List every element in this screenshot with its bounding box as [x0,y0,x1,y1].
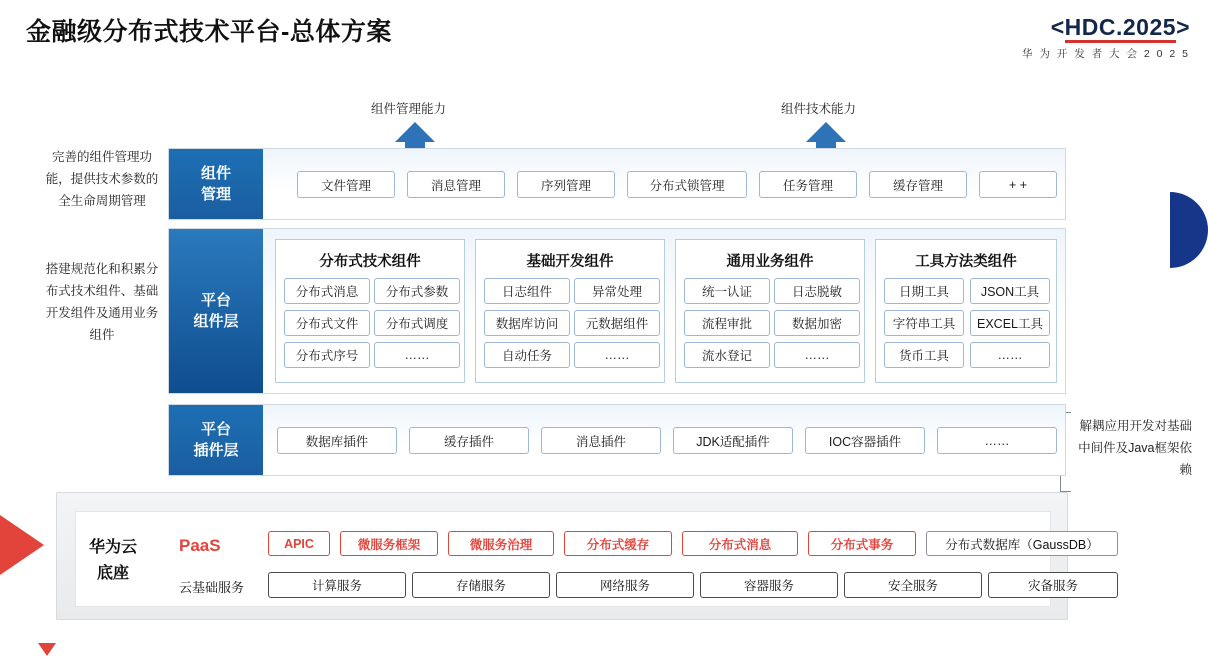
chip-task-management[interactable]: 任务管理 [759,171,857,198]
layer-label-line1: 平台 [200,292,231,309]
callout-component-technology: 组件技术能力 [781,102,857,116]
chip-transaction-registration[interactable]: 流水登记 [684,342,770,368]
layer-label-line2: 管理 [200,186,231,203]
chip-metadata-component[interactable]: 元数据组件 [574,310,660,336]
hdc-logo-subtitle: 华 为 开 发 者 大 会 2 0 2 5 [1021,48,1190,60]
layer-label-component-management [169,149,263,219]
chip-distributed-schedule[interactable]: 分布式调度 [374,310,460,336]
hdc-logo-main [1022,14,1190,41]
hdc-logo-text: HDC.2025 [1065,14,1176,43]
chip-message-plugin[interactable]: 消息插件 [541,427,661,454]
layer-label-platform-components [169,229,263,393]
chip-distributed-transaction[interactable]: 分布式事务 [808,531,916,556]
bottom-tick-decoration [38,643,56,656]
chip-distributed-message[interactable]: 分布式消息 [284,278,370,304]
red-triangle-decoration [0,515,44,575]
chip-tool-more[interactable]: …… [970,342,1050,368]
chip-date-tool[interactable]: 日期工具 [884,278,964,304]
chip-distributed-cache[interactable]: 分布式缓存 [564,531,672,556]
paas-label: PaaS [179,536,221,555]
chip-apic[interactable]: APIC [268,531,330,556]
chip-container-service[interactable]: 容器服务 [700,572,838,598]
chip-currency-tool[interactable]: 货币工具 [884,342,964,368]
chip-ioc-container-plugin[interactable]: IOC容器插件 [805,427,925,454]
layer-label-line1: 平台 [200,421,231,438]
chip-auto-task[interactable]: 自动任务 [484,342,570,368]
huawei-cloud-base-band [56,492,1068,620]
chip-file-management[interactable]: 文件管理 [297,171,395,198]
chip-database-access[interactable]: 数据库访问 [484,310,570,336]
group-tool-method-components [875,239,1057,383]
layer-label-line2: 组件层 [193,313,239,330]
chip-distributed-file[interactable]: 分布式文件 [284,310,370,336]
hdc-bracket-right: > [1176,14,1190,40]
huawei-cloud-base-title [68,535,158,587]
layer-platform-components [168,228,1066,394]
chip-distributed-lock-management[interactable]: 分布式锁管理 [627,171,747,198]
chip-sequence-management[interactable]: 序列管理 [517,171,615,198]
left-note-platform-components: 搭建规范化和积累分布式技术组件、基础开发组件及通用业务组件 [45,262,159,342]
hdc-bracket-left: < [1050,14,1065,40]
cloud-basic-service-label: 云基础服务 [179,580,245,595]
left-note-component-management: 完善的组件管理功能，提供技术参数的全生命周期管理 [45,150,159,208]
group-title-tool-method: 工具方法类组件 [915,254,1017,270]
chip-plugin-more[interactable]: …… [937,427,1057,454]
chip-distributed-database-gaussdb[interactable]: 分布式数据库（GaussDB） [926,531,1118,556]
chip-log-desensitization[interactable]: 日志脱敏 [774,278,860,304]
chip-compute-service[interactable]: 计算服务 [268,572,406,598]
layer-label-line2: 插件层 [193,442,239,459]
huawei-cloud-base-title-line2: 底座 [96,565,129,582]
chip-basic-dev-more[interactable]: …… [574,342,660,368]
chip-security-service[interactable]: 安全服务 [844,572,982,598]
hdc-logo [1022,14,1190,61]
page-title: 金融级分布式技术平台-总体方案 [26,18,392,46]
layer-platform-plugins [168,404,1066,476]
chip-storage-service[interactable]: 存储服务 [412,572,550,598]
chip-json-tool[interactable]: JSON工具 [970,278,1050,304]
chip-network-service[interactable]: 网络服务 [556,572,694,598]
chip-distributed-parameter[interactable]: 分布式参数 [374,278,460,304]
chip-unified-auth[interactable]: 统一认证 [684,278,770,304]
chip-log-component[interactable]: 日志组件 [484,278,570,304]
group-title-common-business: 通用业务组件 [726,254,814,270]
chip-string-tool[interactable]: 字符串工具 [884,310,964,336]
chip-jdk-adapter-plugin[interactable]: JDK适配插件 [673,427,793,454]
chip-process-approval[interactable]: 流程审批 [684,310,770,336]
blue-arc-decoration [1170,192,1208,268]
chip-cache-management[interactable]: 缓存管理 [869,171,967,198]
chip-microservice-governance[interactable]: 微服务治理 [448,531,554,556]
chip-more-plus[interactable]: + + [979,171,1057,198]
layer-component-management [168,148,1066,220]
chip-common-business-more[interactable]: …… [774,342,860,368]
chip-cache-plugin[interactable]: 缓存插件 [409,427,529,454]
chip-microservice-framework[interactable]: 微服务框架 [340,531,438,556]
chip-disaster-recovery-service[interactable]: 灾备服务 [988,572,1118,598]
right-note-decoupling: 解耦应用开发对基础中间件及Java框架依赖 [1078,419,1192,477]
group-basic-dev-components [475,239,665,383]
chip-data-encryption[interactable]: 数据加密 [774,310,860,336]
group-title-basic-dev: 基础开发组件 [526,254,614,270]
chip-distributed-sequence[interactable]: 分布式序号 [284,342,370,368]
chip-database-plugin[interactable]: 数据库插件 [277,427,397,454]
chip-exception-handling[interactable]: 异常处理 [574,278,660,304]
chip-distributed-more[interactable]: …… [374,342,460,368]
group-common-business-components [675,239,865,383]
layer-label-platform-plugins [169,405,263,475]
chip-message-management[interactable]: 消息管理 [407,171,505,198]
chip-excel-tool[interactable]: EXCEL工具 [970,310,1050,336]
huawei-cloud-base-title-line1: 华为云 [88,539,137,556]
chip-distributed-message-paas[interactable]: 分布式消息 [682,531,798,556]
callout-component-management: 组件管理能力 [371,102,447,116]
group-distributed-tech-components [275,239,465,383]
layer-label-line1: 组件 [200,165,231,182]
group-title-distributed-tech: 分布式技术组件 [319,254,421,270]
